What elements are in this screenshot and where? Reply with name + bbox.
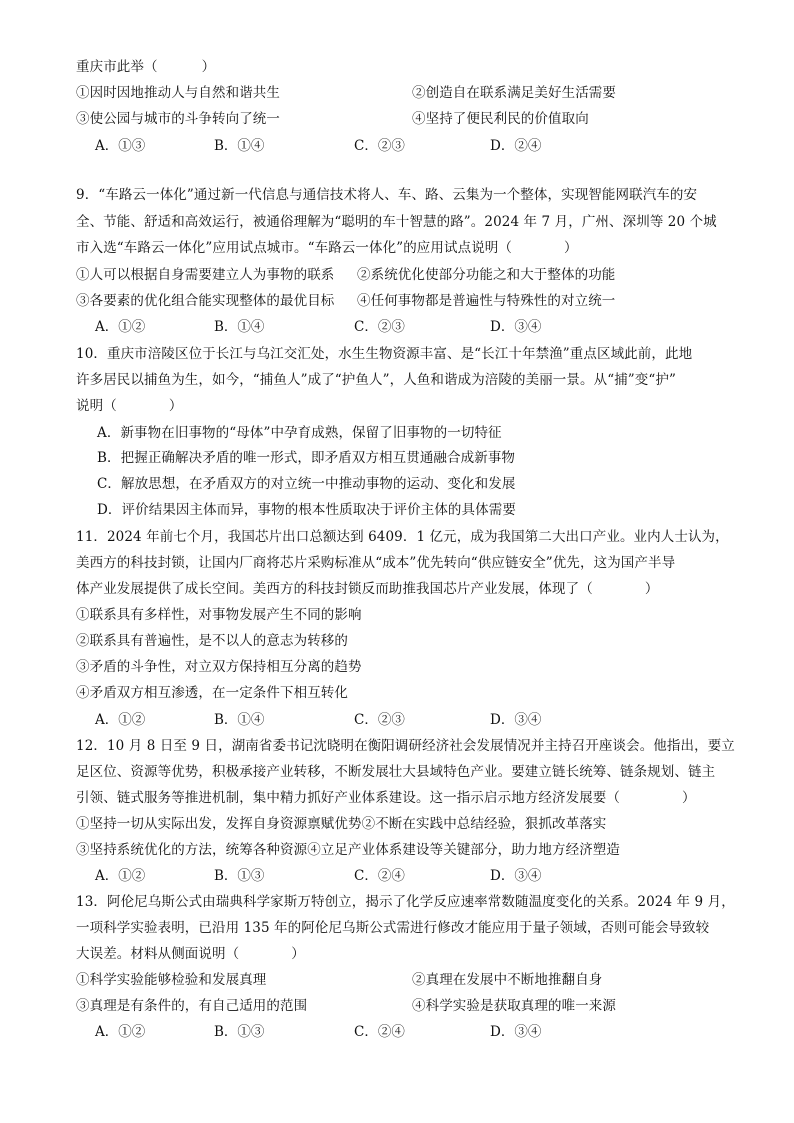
option-c: C．②④ bbox=[354, 1024, 405, 1040]
statement-4: ④坚持了便民利民的价值取向 bbox=[412, 111, 589, 127]
statement-2: ②创造自在联系满足美好生活需要 bbox=[412, 85, 616, 101]
option-c: C．②③ bbox=[354, 712, 405, 728]
question-12-stem-line-2: 足区位、资源等优势，积极承接产业转移，不断发展壮大县域特色产业。要建立链长统筹、链条规划、链主 bbox=[76, 764, 716, 780]
option-b: B．①④ bbox=[214, 138, 265, 154]
statement-4: ④矛盾双方相互渗透，在一定条件下相互转化 bbox=[76, 685, 348, 701]
statement-line-1: ①坚持一切从实际出发，发挥自身资源禀赋优势②不断在实践中总结经验，狠抓改革落实 bbox=[76, 816, 607, 832]
statement-2: ②系统优化使部分功能之和大于整体的功能 bbox=[357, 267, 616, 283]
question-10-stem-line-2: 许多居民以捕鱼为生，如今，“捕鱼人”成了“护鱼人”，人鱼和谐成为涪陵的美丽一景。从“捕”变“护” bbox=[76, 372, 677, 388]
option-d: D．②④ bbox=[490, 138, 542, 154]
question-9-stem-line-1: 9．“车路云一体化”通过新一代信息与通信技术将人、车、路、云集为一个整体，实现智能网联汽车的安 bbox=[76, 187, 698, 203]
question-13-stem-line-1: 13．阿伦尼乌斯公式由瑞典科学家斯万特创立，揭示了化学反应速率常数随温度变化的关系。2024 年 9 月， bbox=[76, 894, 735, 910]
question-8-stem: 重庆市此举（ ） bbox=[76, 59, 216, 75]
statement-2: ②联系具有普遍性，是不以人的意志为转移的 bbox=[76, 633, 348, 649]
option-d: D．③④ bbox=[490, 868, 542, 884]
question-12-stem-line-3: 引领、链式服务等推进机制，集中精力抓好产业体系建设。这一指示启示地方经济发展要（ ） bbox=[76, 790, 696, 806]
question-11-stem-line-1: 11．2024 年前七个月，我国芯片出口总额达到 6409．1 亿元，成为我国第二大出口产业。业内人士认为， bbox=[76, 529, 729, 545]
option-a: A．①② bbox=[95, 712, 146, 728]
question-11-stem-line-3: 体产业发展提供了成长空间。美西方的科技封锁反而助推我国芯片产业发展，体现了（ ） bbox=[76, 581, 659, 597]
choice-d: D．评价结果因主体而异，事物的根本性质取决于评价主体的具体需要 bbox=[97, 502, 516, 518]
option-c: C．②④ bbox=[354, 868, 405, 884]
option-c: C．②③ bbox=[354, 138, 405, 154]
option-d: D．③④ bbox=[490, 712, 542, 728]
statement-2: ②真理在发展中不断地推翻自身 bbox=[412, 972, 603, 988]
option-b: B．①③ bbox=[214, 1024, 265, 1040]
question-13-stem-line-2: 一项科学实验表明，已沿用 135 年的阿伦尼乌斯公式需进行修改才能应用于量子领域，否则可能会导致较 bbox=[76, 920, 710, 936]
statement-1: ①因时因地推动人与自然和谐共生 bbox=[76, 85, 280, 101]
question-9-stem-line-2: 全、节能、舒适和高效运行，被通俗理解为“聪明的车十智慧的路”。2024 年 7 月，广州、深圳等 20 个城 bbox=[76, 214, 717, 230]
question-11-stem-line-2: 美西方的科技封锁，让国内厂商将芯片采购标准从“成本”优先转向“供应链安全”优先，这为国产半导 bbox=[76, 555, 676, 571]
statement-3: ③矛盾的斗争性，对立双方保持相互分离的趋势 bbox=[76, 659, 362, 675]
statement-4: ④科学实验是获取真理的唯一来源 bbox=[412, 998, 616, 1014]
question-10-stem-line-3: 说明（ ） bbox=[76, 398, 183, 414]
statement-line-2: ③坚持系统优化的方法，统筹各种资源④立足产业体系建设等关键部分，助力地方经济塑造 bbox=[76, 842, 620, 858]
statement-3: ③真理是有条件的，有自己适用的范围 bbox=[76, 998, 308, 1014]
statement-1: ①人可以根据自身需要建立人为事物的联系 bbox=[76, 267, 335, 283]
statement-1: ①联系具有多样性，对事物发展产生不同的影响 bbox=[76, 607, 362, 623]
option-a: A．①② bbox=[95, 868, 146, 884]
choice-b: B．把握正确解决矛盾的唯一形式，即矛盾双方相互贯通融合成新事物 bbox=[97, 450, 516, 466]
option-d: D．③④ bbox=[490, 1024, 542, 1040]
statement-4: ④任何事物都是普遍性与特殊性的对立统一 bbox=[357, 293, 616, 309]
option-a: A．①② bbox=[95, 1024, 146, 1040]
option-d: D．③④ bbox=[490, 319, 542, 335]
question-9-stem-line-3: 市入选“车路云一体化”应用试点城市。“车路云一体化”的应用试点说明（ ） bbox=[76, 240, 578, 256]
question-10-stem-line-1: 10．重庆市涪陵区位于长江与乌江交汇处，水生生物资源丰富、是“长江十年禁渔”重点区域此前，此地 bbox=[76, 346, 693, 362]
question-12-stem-line-1: 12．10 月 8 日至 9 日，湖南省委书记沈晓明在衡阳调研经济社会发展情况并主持召开座谈会。他指出，要立 bbox=[76, 738, 735, 754]
option-a: A．①② bbox=[95, 319, 146, 335]
choice-c: C．解放思想，在矛盾双方的对立统一中推动事物的运动、变化和发展 bbox=[97, 476, 516, 492]
statement-1: ①科学实验能够检验和发展真理 bbox=[76, 972, 267, 988]
statement-3: ③使公园与城市的斗争转向了统一 bbox=[76, 111, 280, 127]
choice-a: A．新事物在旧事物的“母体”中孕育成熟，保留了旧事物的一切特征 bbox=[97, 425, 502, 441]
option-b: B．①③ bbox=[214, 868, 265, 884]
option-c: C．②③ bbox=[354, 319, 405, 335]
question-13-stem-line-3: 大误差。材料从侧面说明（ ） bbox=[76, 946, 305, 962]
option-a: A．①③ bbox=[95, 138, 146, 154]
option-b: B．①④ bbox=[214, 319, 265, 335]
statement-3: ③各要素的优化组合能实现整体的最优目标 bbox=[76, 293, 335, 309]
option-b: B．①④ bbox=[214, 712, 265, 728]
